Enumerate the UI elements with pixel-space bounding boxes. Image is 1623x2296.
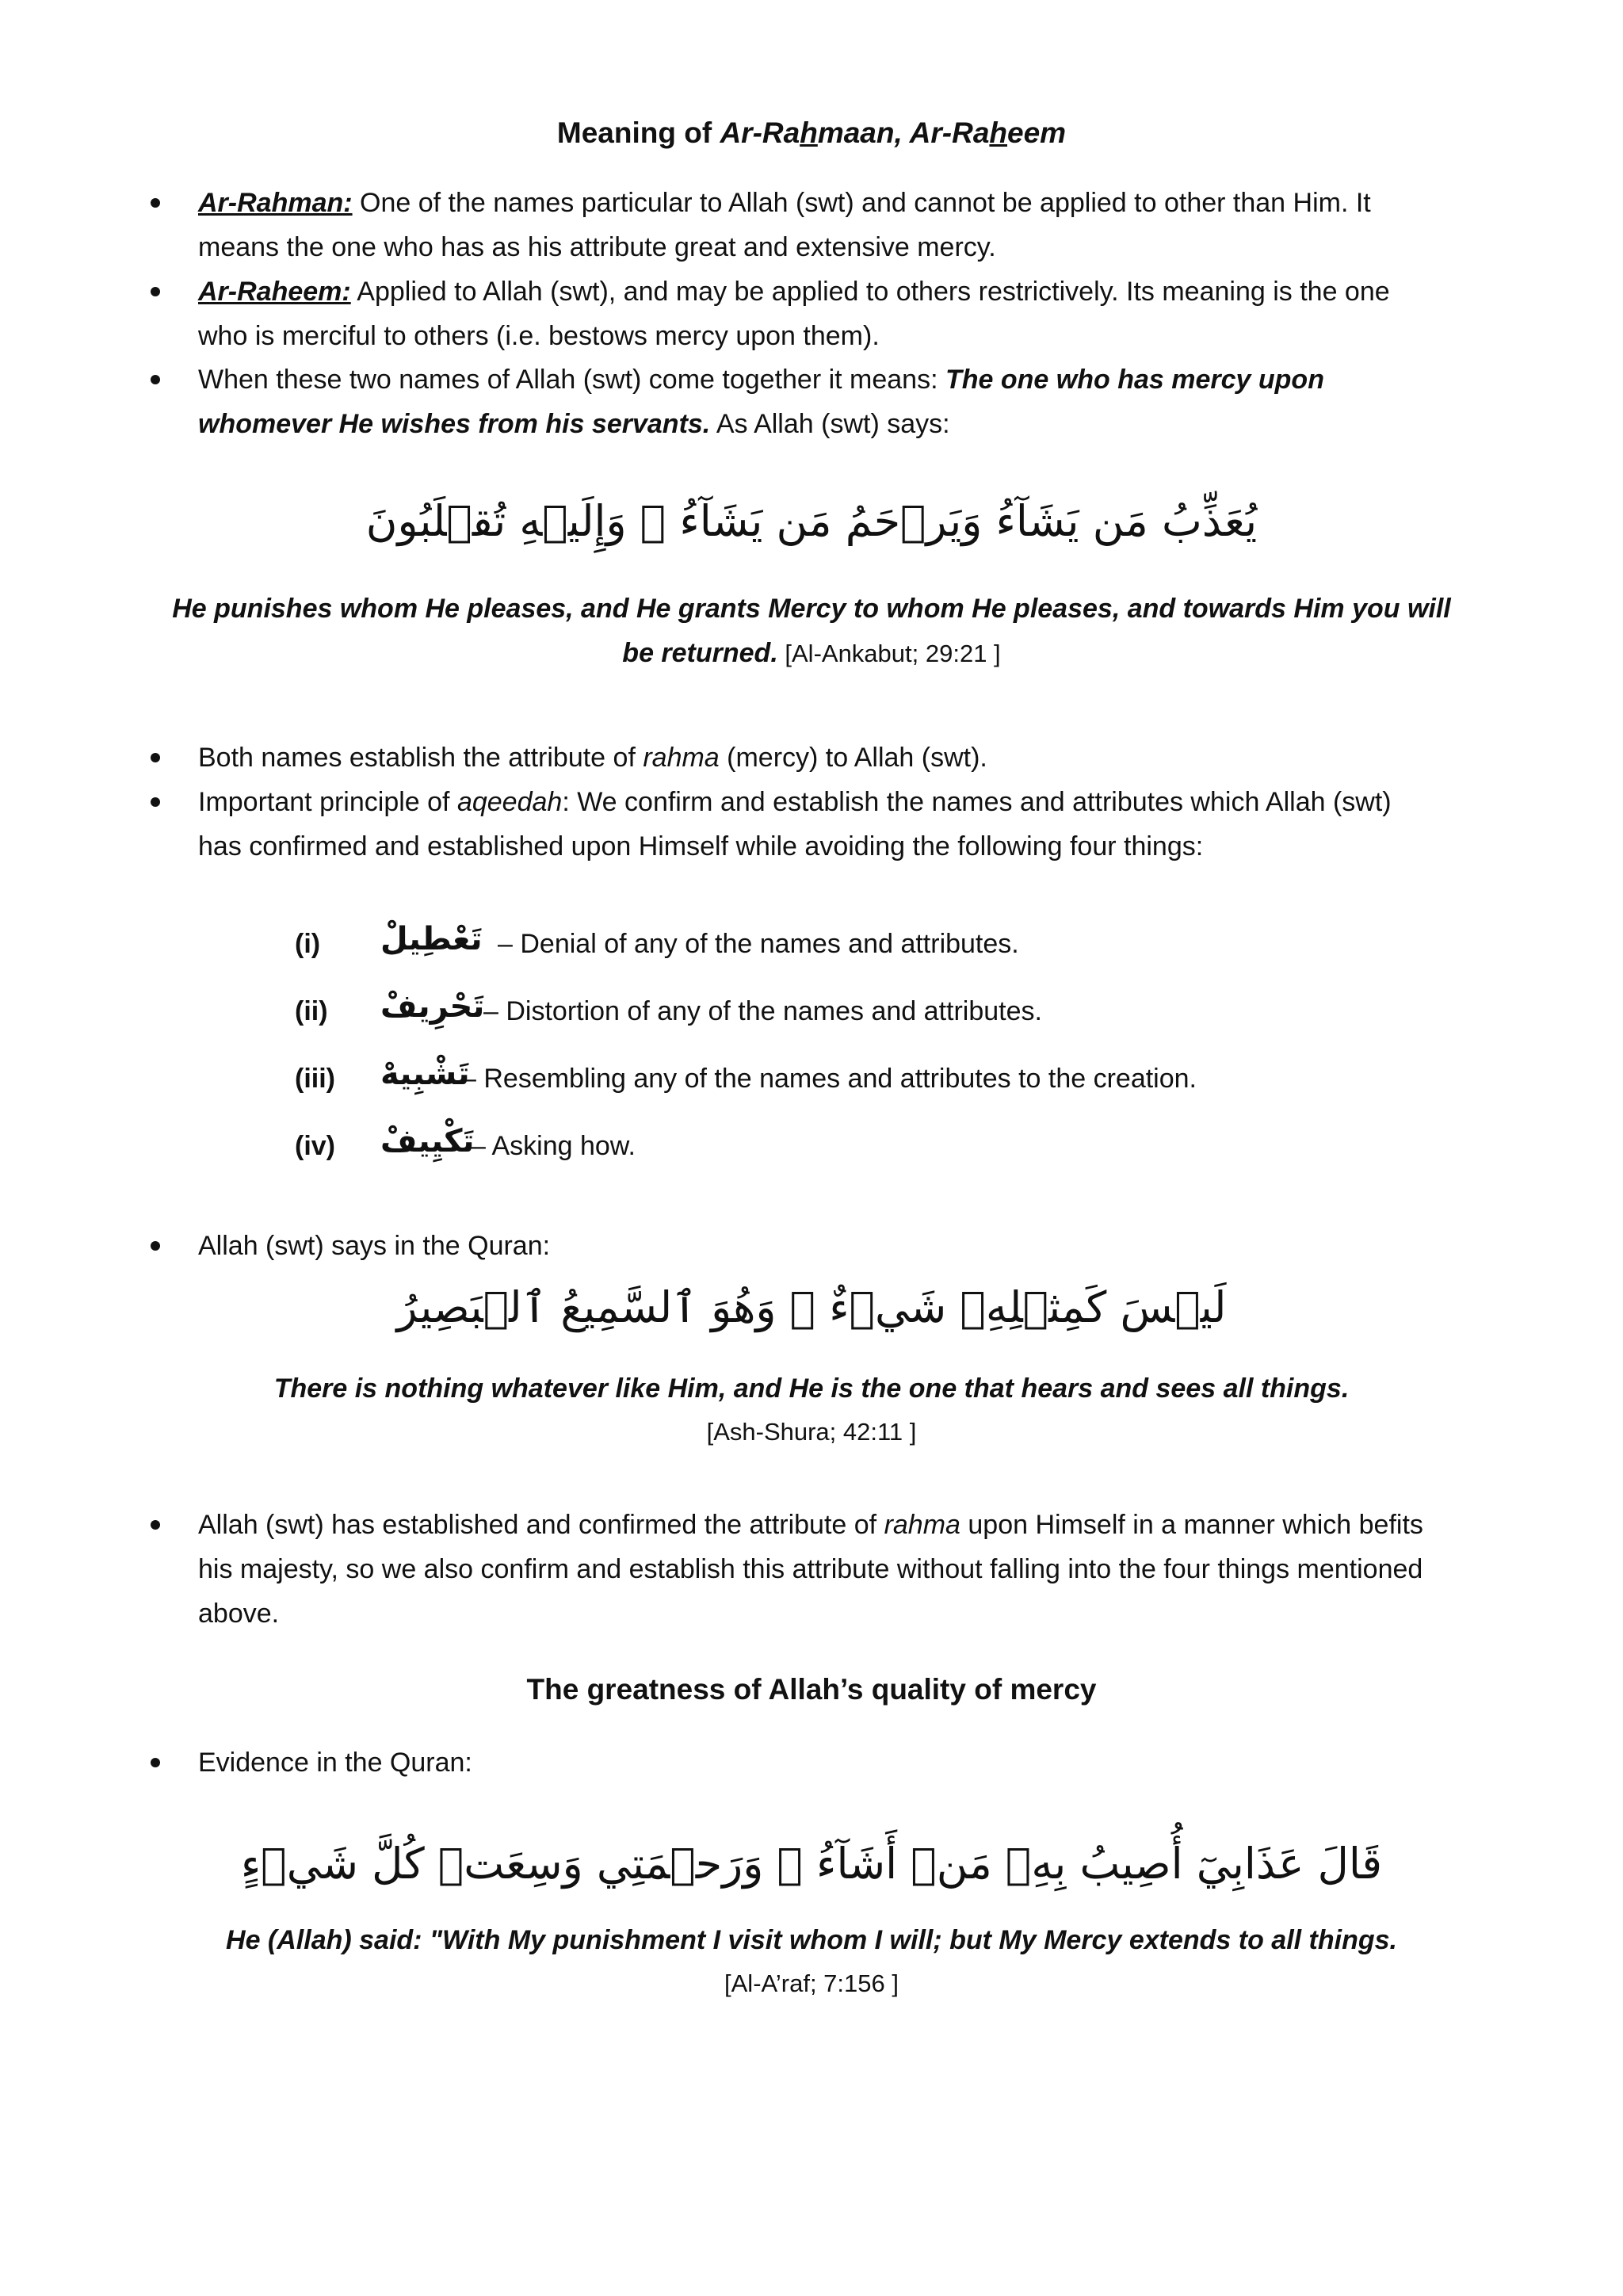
established-italic: rahma (884, 1510, 960, 1540)
established-text-b: upon Himself in a manner which befits his majesty, so we also confirm and establish this attribute without falling into the four things mentioned above. (198, 1510, 1423, 1629)
title-name1-b: h (800, 117, 818, 149)
both-names-text-b: (mercy) to Allah (swt). (719, 743, 987, 773)
title-name2-b: h (989, 117, 1008, 149)
principle-text-a: Important principle of (198, 787, 457, 817)
verse2-reference: [Ash-Shura; 42:11 ] (706, 1418, 917, 1446)
principle-italic: aqeedah (456, 787, 563, 817)
section-title-greatness: The greatness of Allah’s quality of mercy (526, 1673, 1097, 1706)
item-number: (i) (295, 929, 321, 959)
together-text-b: As Allah (swt) says: (710, 409, 950, 439)
item-arabic-term: تَعْطِيلْ (380, 921, 483, 957)
bullet-dot (151, 1520, 160, 1530)
verse1-translation (158, 586, 1465, 676)
item-description: – Distortion of any of the names and attributes. (483, 996, 1042, 1026)
ar-raheem-label: Ar-Raheem: (198, 277, 351, 307)
verse1-translation-text: He punishes whom He pleases, and He grants Mercy to whom He pleases, and towards Him you will be returned. (172, 594, 1451, 668)
allah-says-text: Allah (swt) says in the Quran: (198, 1231, 551, 1261)
item-number: (iii) (295, 1064, 335, 1094)
item-arabic-term: تَشْبِيهْ (380, 1056, 470, 1092)
established-text-a: Allah (swt) has established and confirmed the attribute of (198, 1510, 884, 1540)
bullet-dot (151, 287, 160, 296)
verse1-arabic: يُعَذِّبُ مَن يَشَآءُ وَيَرۡحَمُ مَن يَشَآءُ ۖ وَإِلَيۡهِ تُقۡلَبُونَ (365, 496, 1258, 546)
item-description: – Denial of any of the names and attributes. (498, 929, 1019, 959)
item-number: (iv) (295, 1131, 335, 1161)
bullet-dot (151, 753, 160, 762)
item-arabic-term: تَحْرِيفْ (380, 988, 485, 1025)
title-name2-a: Ar-Ra (909, 117, 990, 149)
ar-rahman-text: One of the names particular to Allah (swt) and cannot be applied to other than Him. It means the one who has as his attribute great and extensive mercy. (198, 188, 1371, 262)
bullet-dot (151, 1241, 160, 1251)
four-things-item-2 (295, 989, 1484, 1033)
together-text-a: When these two names of Allah (swt) come together it means: (198, 365, 945, 395)
principle-text-b: : We confirm and establish the names and attributes which Allah (swt) has confirmed and established upon Himself while avoiding the following four things: (198, 787, 1392, 861)
four-things-item-4 (295, 1124, 1484, 1168)
title-prefix: Meaning of (556, 117, 720, 149)
item-arabic-term: تَكْيِيفْ (380, 1123, 475, 1159)
verse3-reference: [Al-A’raf; 7:156 ] (724, 1969, 899, 1997)
item-description: – Resembling any of the names and attributes to the creation. (461, 1064, 1197, 1094)
bullet-dot (151, 375, 160, 384)
section-title-meaning (0, 111, 1623, 155)
verse3-translation: He (Allah) said: "With My punishment I visit whom I will; but My Mercy extends to all things. (226, 1925, 1397, 1955)
evidence-text: Evidence in the Quran: (198, 1748, 472, 1778)
item-description: – Asking how. (471, 1131, 636, 1161)
both-names-text-a: Both names establish the attribute of (198, 743, 643, 773)
verse1-reference: [Al-Ankabut; 29:21 ] (777, 640, 1001, 667)
title-name2-c: eem (1007, 117, 1067, 149)
bullet-dot (151, 1758, 160, 1767)
together-bold: The one who has mercy upon whomever He wishes from his servants. (198, 365, 1324, 439)
ar-raheem-text: Applied to Allah (swt), and may be applied to others restrictively. Its meaning is the one who is merciful to others (i.e. bestows mercy upon them). (198, 277, 1390, 351)
verse3-arabic: قَالَ عَذَابِيٓ أُصِيبُ بِهِۦ مَنۡ أَشَآءُ ۖ وَرَحۡمَتِي وَسِعَتۡ كُلَّ شَيۡءٍ (240, 1839, 1383, 1889)
ar-rahman-label: Ar-Rahman: (198, 188, 353, 218)
bullet-dot (151, 797, 160, 807)
four-things-item-3 (295, 1056, 1484, 1101)
both-names-italic: rahma (643, 743, 720, 773)
title-name1-a: Ar-Ra (720, 117, 800, 149)
four-things-item-1 (295, 922, 1484, 966)
item-number: (ii) (295, 996, 328, 1026)
verse2-translation: There is nothing whatever like Him, and He is the one that hears and sees all things. (273, 1373, 1350, 1404)
title-name1-c: maan, (817, 117, 910, 149)
bullet-dot (151, 198, 160, 208)
verse2-arabic: لَيۡسَ كَمِثۡلِهِۦ شَيۡءٌ ۖ وَهُوَ ٱلسَّمِيعُ ٱلۡبَصِيرُ (396, 1282, 1227, 1332)
